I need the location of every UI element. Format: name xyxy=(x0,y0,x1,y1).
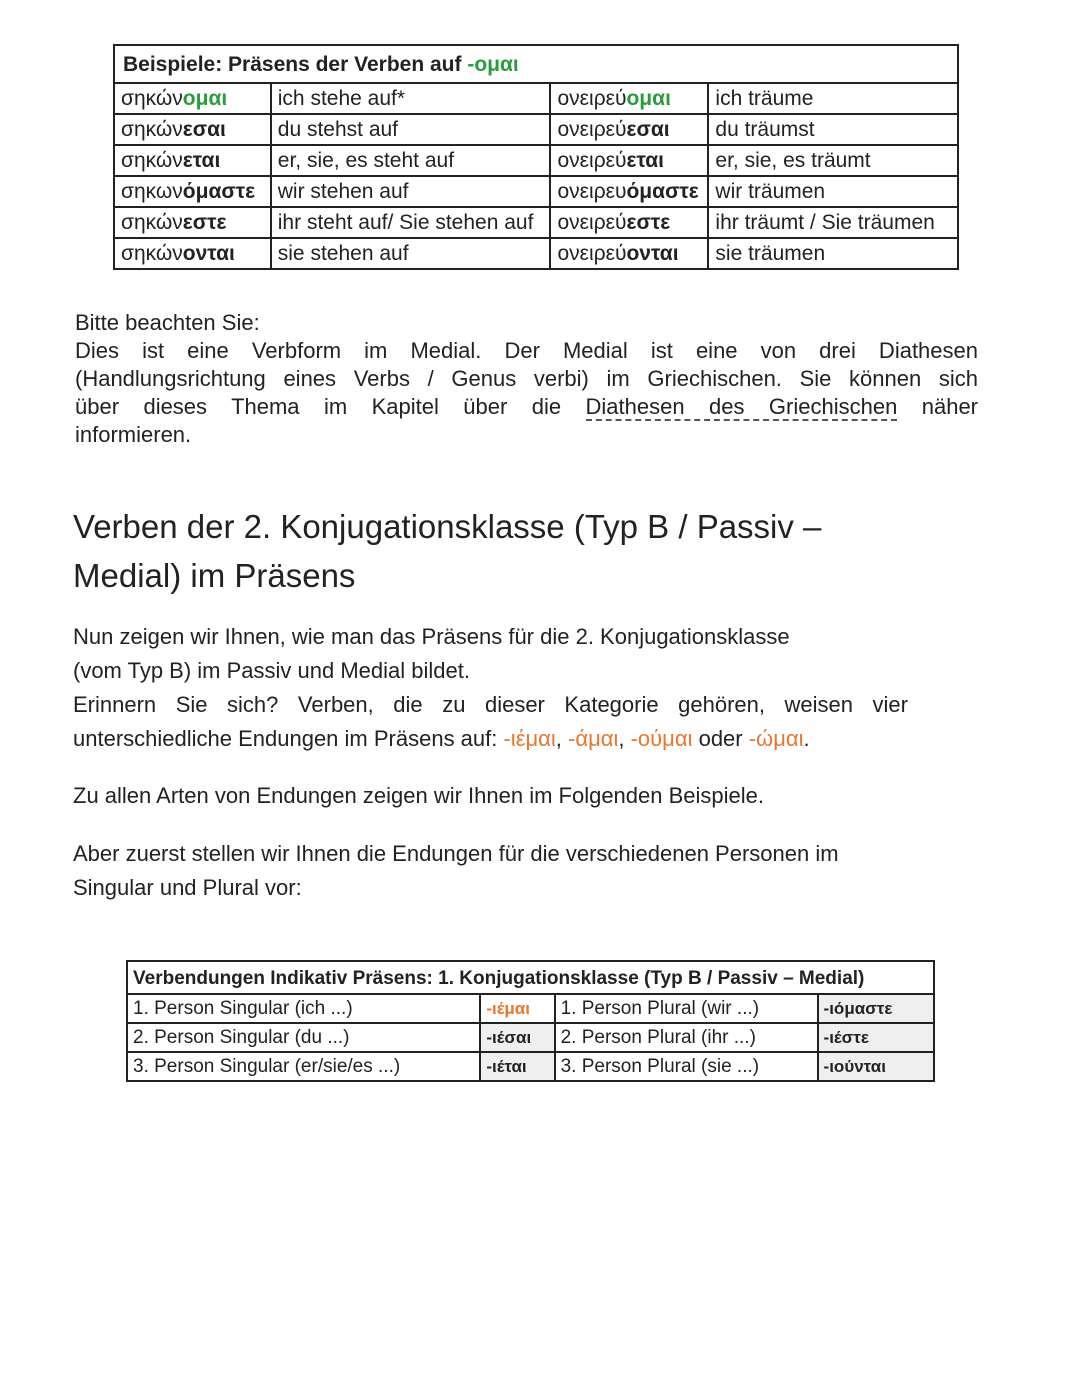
table-row xyxy=(114,238,958,269)
ending-cell: -ιέσαι xyxy=(480,1023,554,1052)
note-block xyxy=(75,309,978,449)
note-line: informieren. xyxy=(75,422,192,447)
greek-verb-cell: ονειρεύεστε xyxy=(550,207,708,238)
german-translation-cell: du stehst auf xyxy=(271,114,551,145)
ending-cell: -ιέται xyxy=(480,1052,554,1081)
section-heading: Verben der 2. Konjugationsklasse (Typ B / Passiv – Medial) im Präsens xyxy=(73,508,822,594)
examples-paragraph: Zu allen Arten von Endungen zeigen wir Ihnen im Folgenden Beispiele. xyxy=(73,783,765,808)
example-table-omai xyxy=(113,44,959,270)
person-singular-cell: 1. Person Singular (ich ...) xyxy=(127,994,480,1023)
german-translation-cell: wir stehen auf xyxy=(271,176,551,207)
german-translation-cell: ich stehe auf* xyxy=(271,83,551,114)
table-row xyxy=(114,145,958,176)
german-translation-cell: du träumst xyxy=(708,114,958,145)
german-translation-cell: ihr träumt / Sie träumen xyxy=(708,207,958,238)
endings-table xyxy=(126,960,935,1082)
example-table-title: Beispiele: Präsens der Verben auf -ομαι xyxy=(114,45,958,83)
note-line: (Handlungsrichtung eines Verbs / Genus verbi) im Griechischen. Sie können sich xyxy=(75,366,978,391)
endings-intro-paragraph: Aber zuerst stellen wir Ihnen die Endungen für die verschiedenen Personen im Singular und Plural vor: xyxy=(73,841,839,900)
german-translation-cell: sie träumen xyxy=(708,238,958,269)
person-plural-cell: 2. Person Plural (ihr ...) xyxy=(555,1023,818,1052)
ending-oumai: -ούμαι xyxy=(630,726,693,751)
greek-verb-cell: σηκώνεστε xyxy=(114,207,271,238)
endings-paragraph: Erinnern Sie sich? Verben, die zu dieser Kategorie gehören, weisen vier unterschiedliche Endungen im Präsens auf: -ιέμαι, -άμαι, -ούμαι oder -ώμαι. xyxy=(73,692,908,751)
table-row xyxy=(127,994,934,1023)
greek-verb-cell: σηκώνομαι xyxy=(114,83,271,114)
greek-verb-cell: σηκώνεται xyxy=(114,145,271,176)
table-row xyxy=(114,176,958,207)
german-translation-cell: sie stehen auf xyxy=(271,238,551,269)
intro-paragraph: Nun zeigen wir Ihnen, wie man das Präsens für die 2. Konjugationsklasse (vom Typ B) im Passiv und Medial bildet. Erinnern Sie sich? Verben, die zu dieser Kategorie gehören, weisen vier unterschiedliche Endungen im Präsens auf: -ιέμαι, -άμαι, -ούμαι oder -ώμαι. xyxy=(73,620,908,756)
note-line: Dies ist eine Verbform im Medial. Der Medial ist eine von drei Diathesen xyxy=(75,338,978,363)
table-row xyxy=(127,1052,934,1081)
table-row xyxy=(127,1023,934,1052)
endings-table-title: Verbendungen Indikativ Präsens: 1. Konjugationsklasse (Typ B / Passiv – Medial) xyxy=(127,961,934,994)
ending-amai: -άμαι xyxy=(568,726,619,751)
note-line: über dieses Thema im Kapitel über die Diathesen des Griechischen näher xyxy=(75,394,979,419)
ending-iemai: -ιέμαι xyxy=(503,726,556,751)
table-row xyxy=(114,114,958,145)
greek-verb-cell: ονειρεύομαι xyxy=(550,83,708,114)
greek-verb-cell: ονειρευόμαστε xyxy=(550,176,708,207)
german-translation-cell: wir träumen xyxy=(708,176,958,207)
greek-verb-cell: ονειρεύεσαι xyxy=(550,114,708,145)
greek-verb-cell: σηκώνονται xyxy=(114,238,271,269)
greek-verb-cell: σηκωνόμαστε xyxy=(114,176,271,207)
greek-verb-cell: σηκώνεσαι xyxy=(114,114,271,145)
ending-cell: -ιέμαι xyxy=(480,994,554,1023)
table-row xyxy=(114,83,958,114)
person-singular-cell: 2. Person Singular (du ...) xyxy=(127,1023,480,1052)
ending-cell: -ιούνται xyxy=(818,1052,934,1081)
note-heading: Bitte beachten Sie: xyxy=(75,310,260,335)
german-translation-cell: ihr steht auf/ Sie stehen auf xyxy=(271,207,551,238)
ending-omai: -ώμαι xyxy=(748,726,804,751)
diathesen-link[interactable]: Diathesen des Griechischen xyxy=(585,394,898,419)
table-row xyxy=(114,207,958,238)
german-translation-cell: er, sie, es träumt xyxy=(708,145,958,176)
greek-verb-cell: ονειρεύεται xyxy=(550,145,708,176)
person-plural-cell: 1. Person Plural (wir ...) xyxy=(555,994,818,1023)
person-singular-cell: 3. Person Singular (er/sie/es ...) xyxy=(127,1052,480,1081)
person-plural-cell: 3. Person Plural (sie ...) xyxy=(555,1052,818,1081)
greek-verb-cell: ονειρεύονται xyxy=(550,238,708,269)
german-translation-cell: er, sie, es steht auf xyxy=(271,145,551,176)
german-translation-cell: ich träume xyxy=(708,83,958,114)
ending-cell: -ιέστε xyxy=(818,1023,934,1052)
ending-cell: -ιόμαστε xyxy=(818,994,934,1023)
